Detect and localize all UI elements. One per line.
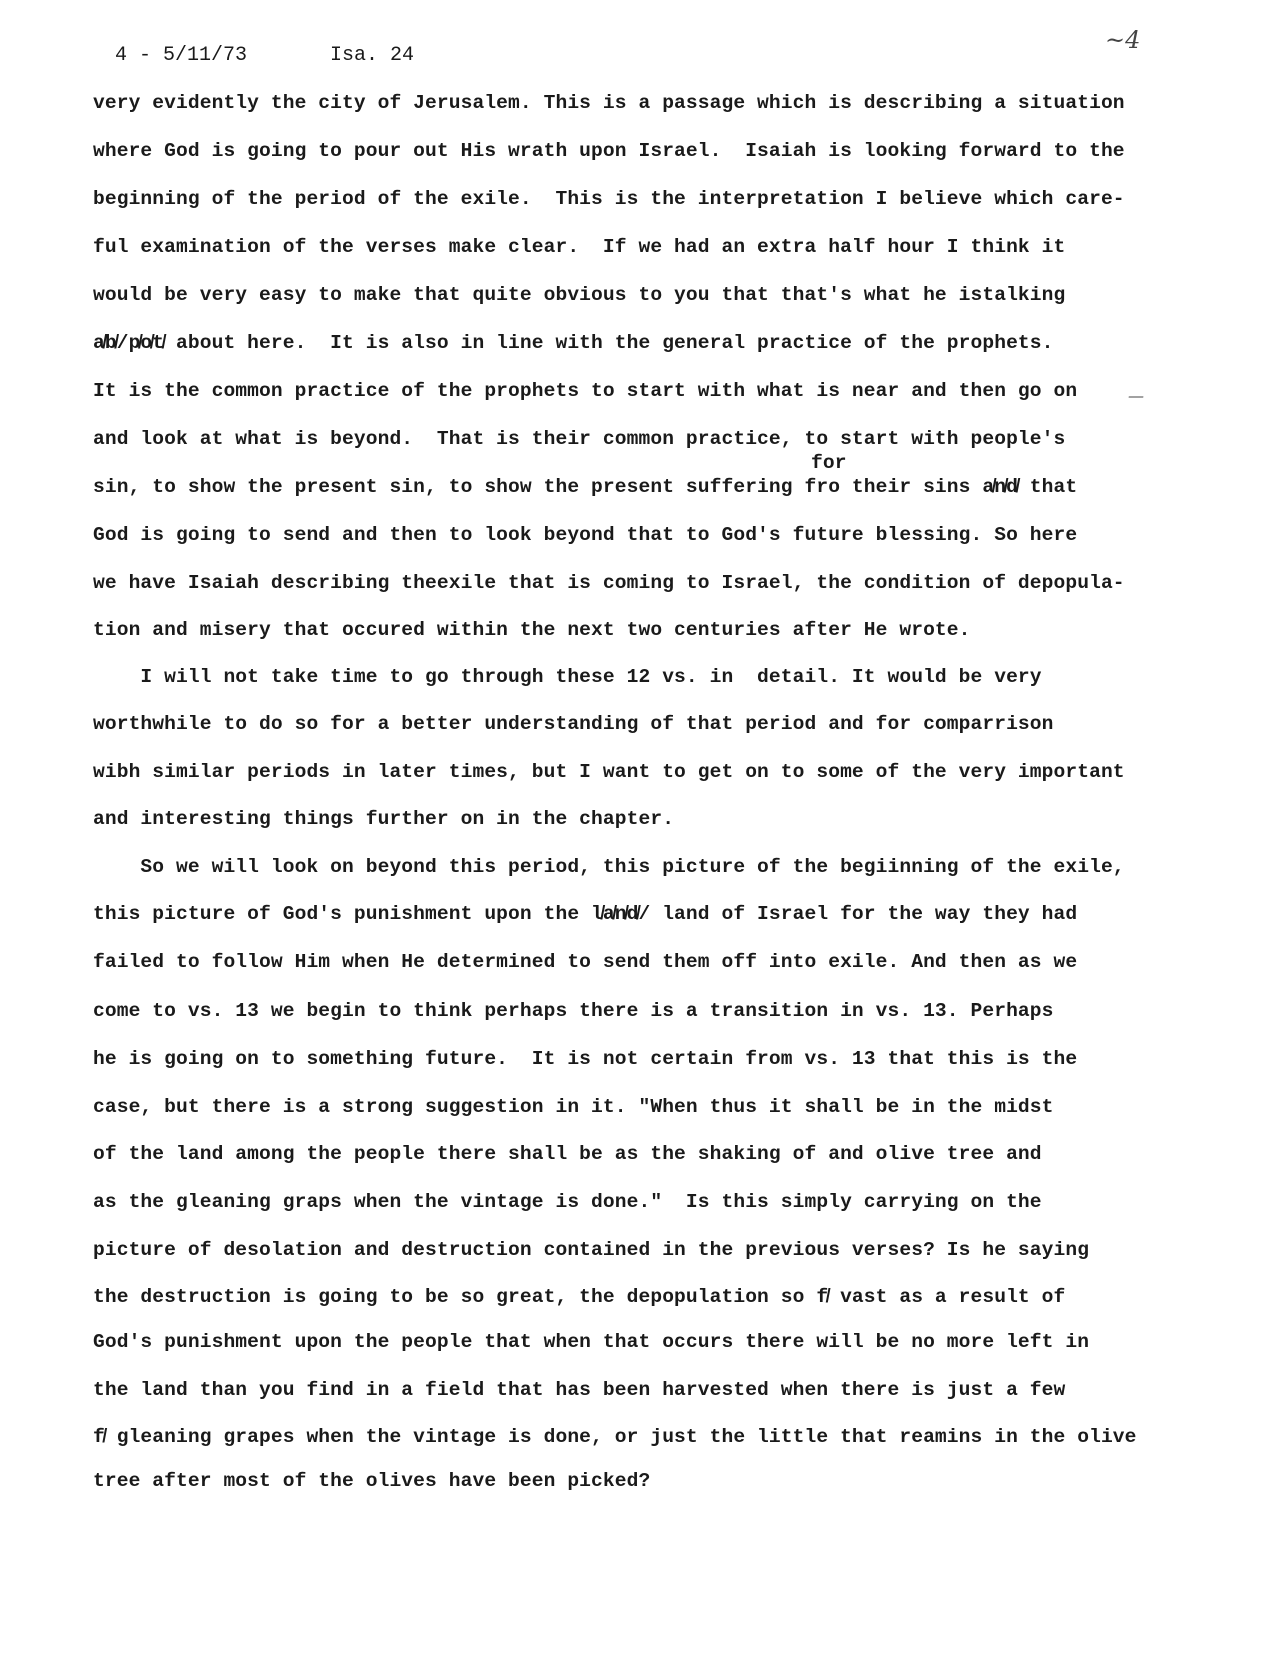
text-line: God's punishment upon the people that when that occurs there will be no more left in [93, 1331, 1090, 1353]
text-line: he is going on to something future. It is not certain from vs. 13 that this is the [93, 1048, 1078, 1070]
text-line: worthwhile to do so for a better understanding of that period and for comparrison [93, 713, 1054, 735]
text-line: would be very easy to make that quite obvious to you that that's what he istalking [93, 284, 1066, 306]
text-line: failed to follow Him when He determined to send them off into exile. And then as we [93, 951, 1078, 973]
text-line: ful examination of the verses make clear. If we had an extra half hour I think it [93, 236, 1066, 258]
text-line: where God is going to pour out His wrath upon Israel. Isaiah is looking forward to the [93, 140, 1125, 162]
text-line: as the gleaning graps when the vintage is done." Is this simply carrying on the [93, 1191, 1042, 1213]
text-line: the land than you find in a field that has been harvested when there is just a few [93, 1379, 1066, 1401]
text-line: I will not take time to go through these 12 vs. in detail. It would be very [93, 666, 1042, 688]
text-line: come to vs. 13 we begin to think perhaps there is a transition in vs. 13. Perhaps [93, 1000, 1054, 1022]
scripture-reference: Isa. 24 [330, 44, 415, 67]
handwritten-insertion: for [811, 452, 847, 474]
text-line: wibh similar periods in later times, but I want to get on to some of the very important [93, 761, 1125, 783]
text-line: So we will look on beyond this period, this picture of the begiinning of the exile, [93, 856, 1125, 878]
text-line: of the land among the people there shall be as the shaking of and olive tree and [93, 1143, 1042, 1165]
text-line: beginning of the period of the exile. This is the interpretation I believe which care- [93, 188, 1125, 210]
text-line: very evidently the city of Jerusalem. This is a passage which is describing a situation [93, 92, 1125, 114]
text-line: case, but there is a strong suggestion in it. "When thus it shall be in the midst [93, 1096, 1054, 1118]
page-number-mark: ~4 [1105, 26, 1141, 54]
text-line: tion and misery that occured within the next two centuries after He wrote. [93, 619, 971, 641]
text-line: God is going to send and then to look beyond that to God's future blessing. So here [93, 524, 1078, 546]
text-line: and interesting things further on in the chapter. [93, 808, 675, 830]
text-line: f̸ gleaning grapes when the vintage is done, or just the little that reamins in the olive [93, 1426, 1137, 1448]
page-date: 4 - 5/11/73 [115, 44, 248, 67]
text-line: It is the common practice of the prophets to start with what is near and then go on [93, 380, 1078, 402]
text-line: and look at what is beyond. That is their common practice, to start with people's [93, 428, 1066, 450]
text-line: we have Isaiah describing theexile that is coming to Israel, the condition of depopula- [93, 572, 1125, 594]
text-line: sin, to show the present sin, to show the present suffering fro their sins a̸n̸d̸ that [93, 476, 1078, 498]
text-line: this picture of God's punishment upon the l̸a̸n̸d̸/ land of Israel for the way they had [93, 903, 1078, 925]
text-line: the destruction is going to be so great, the depopulation so f̸ vast as a result of [93, 1286, 1066, 1308]
text-line: tree after most of the olives have been picked? [93, 1470, 651, 1492]
text-line: a̸b̸/p̸o̸t̸ about here. It is also in line with the general practice of the prophets. [93, 332, 1054, 354]
text-line: picture of desolation and destruction contained in the previous verses? Is he saying [93, 1239, 1090, 1261]
margin-mark: — [1128, 386, 1144, 405]
